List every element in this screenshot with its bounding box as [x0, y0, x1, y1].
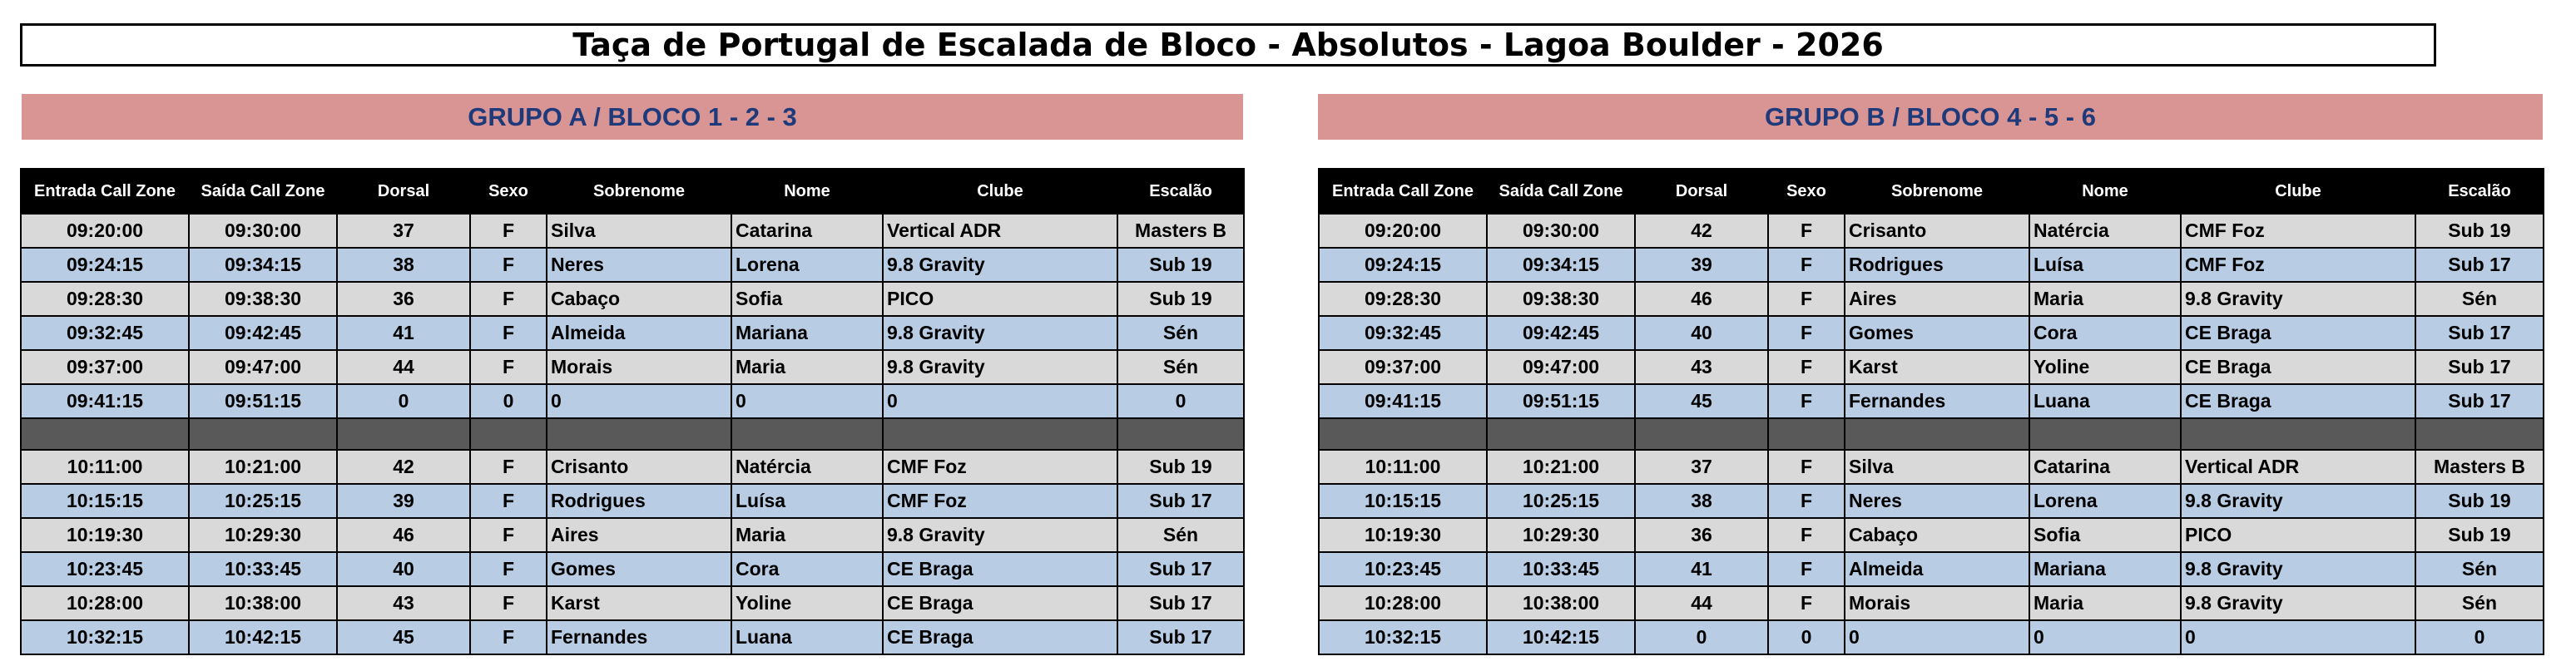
dorsal-cell: 45 — [337, 620, 470, 654]
nome-cell: Sofia — [731, 282, 883, 316]
clube-cell: PICO — [2181, 518, 2415, 552]
nome-cell: Catarina — [731, 214, 883, 248]
clube-cell: CE Braga — [883, 586, 1117, 620]
entrada-cell: 09:20:00 — [1319, 214, 1487, 248]
saida-cell: 10:21:00 — [1487, 450, 1635, 484]
escalao-cell: Sén — [1117, 350, 1244, 384]
table-row — [1319, 518, 2544, 552]
sexo-cell: F — [1768, 214, 1845, 248]
table-row — [1319, 450, 2544, 484]
clube-cell: 9.8 Gravity — [2181, 586, 2415, 620]
entrada-cell: 10:32:15 — [21, 620, 189, 654]
entrada-cell: 10:23:45 — [21, 552, 189, 586]
group-a-heading: GRUPO A / BLOCO 1 - 2 - 3 — [468, 101, 797, 131]
sobrenome-cell: Cabaço — [1845, 518, 2029, 552]
entrada-cell: 09:32:45 — [1319, 316, 1487, 350]
nome-cell: Maria — [2029, 282, 2181, 316]
escalao-cell: Sub 17 — [2415, 248, 2544, 282]
sexo-cell: F — [1768, 350, 1845, 384]
dorsal-cell: 0 — [337, 384, 470, 418]
sexo-cell: F — [470, 552, 547, 586]
dorsal-cell: 37 — [337, 214, 470, 248]
col-header-clube: Clube — [2181, 169, 2415, 214]
clube-cell: CMF Foz — [2181, 248, 2415, 282]
separator-cell — [470, 418, 547, 450]
sobrenome-cell: Karst — [547, 586, 731, 620]
nome-cell: Mariana — [731, 316, 883, 350]
table-row — [21, 384, 1244, 418]
escalao-cell: Sén — [2415, 586, 2544, 620]
col-header-clube: Clube — [883, 169, 1117, 214]
entrada-cell: 10:32:15 — [1319, 620, 1487, 654]
entrada-cell: 10:28:00 — [21, 586, 189, 620]
clube-cell: CE Braga — [2181, 316, 2415, 350]
table-row — [1319, 552, 2544, 586]
dorsal-cell: 46 — [337, 518, 470, 552]
table-row — [1319, 384, 2544, 418]
separator-row — [21, 418, 1244, 450]
saida-cell: 10:33:45 — [1487, 552, 1635, 586]
entrada-cell: 09:41:15 — [1319, 384, 1487, 418]
col-header-sobrenome: Sobrenome — [547, 169, 731, 214]
saida-cell: 09:42:45 — [189, 316, 337, 350]
entrada-cell: 09:24:15 — [21, 248, 189, 282]
saida-cell: 09:38:30 — [1487, 282, 1635, 316]
col-header-sexo: Sexo — [470, 169, 547, 214]
clube-cell: 9.8 Gravity — [2181, 484, 2415, 518]
sexo-cell: F — [470, 282, 547, 316]
table-row — [1319, 248, 2544, 282]
entrada-cell: 09:20:00 — [21, 214, 189, 248]
table-row — [21, 316, 1244, 350]
sobrenome-cell: Morais — [1845, 586, 2029, 620]
nome-cell: Natércia — [2029, 214, 2181, 248]
saida-cell: 10:42:15 — [1487, 620, 1635, 654]
sobrenome-cell: Aires — [547, 518, 731, 552]
dorsal-cell: 38 — [337, 248, 470, 282]
table-row — [1319, 586, 2544, 620]
saida-cell: 10:25:15 — [1487, 484, 1635, 518]
escalao-cell: Masters B — [2415, 450, 2544, 484]
clube-cell: CE Braga — [883, 552, 1117, 586]
dorsal-cell: 36 — [1635, 518, 1768, 552]
table-row — [1319, 214, 2544, 248]
nome-cell: Yoline — [731, 586, 883, 620]
entrada-cell: 10:15:15 — [1319, 484, 1487, 518]
nome-cell: Luísa — [2029, 248, 2181, 282]
clube-cell: 9.8 Gravity — [2181, 552, 2415, 586]
table-header-row — [21, 169, 1244, 214]
separator-cell — [1845, 418, 2029, 450]
entrada-cell: 09:28:30 — [1319, 282, 1487, 316]
table-row — [1319, 484, 2544, 518]
table-row — [21, 282, 1244, 316]
table-row — [1319, 316, 2544, 350]
sexo-cell: F — [470, 248, 547, 282]
separator-row — [1319, 418, 2544, 450]
sobrenome-cell: 0 — [547, 384, 731, 418]
dorsal-cell: 39 — [337, 484, 470, 518]
nome-cell: Maria — [2029, 586, 2181, 620]
clube-cell: 0 — [883, 384, 1117, 418]
clube-cell: 9.8 Gravity — [883, 316, 1117, 350]
escalao-cell: Sub 17 — [1117, 552, 1244, 586]
dorsal-cell: 42 — [1635, 214, 1768, 248]
escalao-cell: Sub 19 — [2415, 518, 2544, 552]
sheet-title: Taça de Portugal de Escalada de Bloco - Absolutos - Lagoa Boulder - 2026 — [572, 27, 1884, 63]
separator-cell — [1768, 418, 1845, 450]
sobrenome-cell: Crisanto — [1845, 214, 2029, 248]
escalao-cell: Sub 17 — [2415, 384, 2544, 418]
dorsal-cell: 0 — [1635, 620, 1768, 654]
sexo-cell: F — [1768, 450, 1845, 484]
nome-cell: Luísa — [731, 484, 883, 518]
table-row — [21, 586, 1244, 620]
nome-cell: Lorena — [731, 248, 883, 282]
table-row — [21, 350, 1244, 384]
sobrenome-cell: Silva — [547, 214, 731, 248]
col-header-nome: Nome — [731, 169, 883, 214]
col-header-escalao: Escalão — [2415, 169, 2544, 214]
entrada-cell: 10:19:30 — [1319, 518, 1487, 552]
entrada-cell: 10:28:00 — [1319, 586, 1487, 620]
nome-cell: Maria — [731, 350, 883, 384]
escalao-cell: Sén — [1117, 316, 1244, 350]
dorsal-cell: 41 — [1635, 552, 1768, 586]
sexo-cell: F — [470, 484, 547, 518]
col-header-dorsal: Dorsal — [337, 169, 470, 214]
sobrenome-cell: Neres — [547, 248, 731, 282]
clube-cell: PICO — [883, 282, 1117, 316]
sexo-cell: F — [1768, 282, 1845, 316]
escalao-cell: 0 — [2415, 620, 2544, 654]
separator-cell — [2029, 418, 2181, 450]
saida-cell: 09:34:15 — [189, 248, 337, 282]
col-header-sexo: Sexo — [1768, 169, 1845, 214]
table-row — [1319, 350, 2544, 384]
sexo-cell: F — [1768, 384, 1845, 418]
escalao-cell: Sub 17 — [1117, 586, 1244, 620]
escalao-cell: Sén — [2415, 552, 2544, 586]
saida-cell: 10:42:15 — [189, 620, 337, 654]
nome-cell: Luana — [2029, 384, 2181, 418]
nome-cell: Yoline — [2029, 350, 2181, 384]
saida-cell: 09:42:45 — [1487, 316, 1635, 350]
sobrenome-cell: 0 — [1845, 620, 2029, 654]
nome-cell: Mariana — [2029, 552, 2181, 586]
nome-cell: Catarina — [2029, 450, 2181, 484]
sexo-cell: F — [1768, 518, 1845, 552]
col-header-saida: Saída Call Zone — [1487, 169, 1635, 214]
col-header-nome: Nome — [2029, 169, 2181, 214]
entrada-cell: 09:28:30 — [21, 282, 189, 316]
clube-cell: CE Braga — [2181, 384, 2415, 418]
clube-cell: 0 — [2181, 620, 2415, 654]
saida-cell: 10:25:15 — [189, 484, 337, 518]
sobrenome-cell: Silva — [1845, 450, 2029, 484]
nome-cell: Sofia — [2029, 518, 2181, 552]
escalao-cell: Sén — [1117, 518, 1244, 552]
sheet-title-box — [20, 23, 2436, 67]
clube-cell: 9.8 Gravity — [883, 350, 1117, 384]
separator-cell — [337, 418, 470, 450]
col-header-saida: Saída Call Zone — [189, 169, 337, 214]
group-b-heading: GRUPO B / BLOCO 4 - 5 - 6 — [1765, 101, 2096, 131]
nome-cell: Maria — [731, 518, 883, 552]
table-row — [21, 248, 1244, 282]
saida-cell: 09:34:15 — [1487, 248, 1635, 282]
saida-cell: 10:38:00 — [1487, 586, 1635, 620]
sobrenome-cell: Rodrigues — [547, 484, 731, 518]
sobrenome-cell: Morais — [547, 350, 731, 384]
nome-cell: Luana — [731, 620, 883, 654]
clube-cell: 9.8 Gravity — [883, 248, 1117, 282]
col-header-escalao: Escalão — [1117, 169, 1244, 214]
col-header-sobrenome: Sobrenome — [1845, 169, 2029, 214]
sobrenome-cell: Gomes — [1845, 316, 2029, 350]
col-header-entrada: Entrada Call Zone — [21, 169, 189, 214]
entrada-cell: 10:11:00 — [1319, 450, 1487, 484]
sexo-cell: F — [470, 620, 547, 654]
clube-cell: 9.8 Gravity — [2181, 282, 2415, 316]
sexo-cell: F — [470, 450, 547, 484]
sexo-cell: F — [470, 350, 547, 384]
escalao-cell: Sub 17 — [1117, 620, 1244, 654]
table-row — [21, 518, 1244, 552]
dorsal-cell: 40 — [1635, 316, 1768, 350]
sexo-cell: F — [1768, 316, 1845, 350]
table-row — [21, 450, 1244, 484]
dorsal-cell: 38 — [1635, 484, 1768, 518]
clube-cell: 9.8 Gravity — [883, 518, 1117, 552]
saida-cell: 10:29:30 — [189, 518, 337, 552]
dorsal-cell: 36 — [337, 282, 470, 316]
group-b-banner — [1318, 94, 2543, 140]
entrada-cell: 10:15:15 — [21, 484, 189, 518]
saida-cell: 09:51:15 — [1487, 384, 1635, 418]
escalao-cell: Sub 19 — [2415, 484, 2544, 518]
sexo-cell: F — [1768, 552, 1845, 586]
sobrenome-cell: Aires — [1845, 282, 2029, 316]
clube-cell: Vertical ADR — [883, 214, 1117, 248]
table-row — [21, 484, 1244, 518]
entrada-cell: 10:19:30 — [21, 518, 189, 552]
saida-cell: 09:51:15 — [189, 384, 337, 418]
sexo-cell: F — [470, 586, 547, 620]
group-b-table — [1318, 168, 2544, 655]
nome-cell: Cora — [731, 552, 883, 586]
sexo-cell: 0 — [470, 384, 547, 418]
saida-cell: 10:29:30 — [1487, 518, 1635, 552]
sexo-cell: F — [470, 316, 547, 350]
entrada-cell: 10:11:00 — [21, 450, 189, 484]
col-header-entrada: Entrada Call Zone — [1319, 169, 1487, 214]
dorsal-cell: 44 — [337, 350, 470, 384]
table-header-row — [1319, 169, 2544, 214]
sexo-cell: F — [470, 518, 547, 552]
saida-cell: 10:21:00 — [189, 450, 337, 484]
saida-cell: 09:30:00 — [1487, 214, 1635, 248]
separator-cell — [731, 418, 883, 450]
sexo-cell: F — [1768, 248, 1845, 282]
group-a-table — [20, 168, 1245, 655]
sobrenome-cell: Fernandes — [1845, 384, 2029, 418]
sobrenome-cell: Almeida — [547, 316, 731, 350]
dorsal-cell: 45 — [1635, 384, 1768, 418]
table-row — [21, 214, 1244, 248]
separator-cell — [883, 418, 1117, 450]
saida-cell: 09:38:30 — [189, 282, 337, 316]
clube-cell: Vertical ADR — [2181, 450, 2415, 484]
sobrenome-cell: Crisanto — [547, 450, 731, 484]
escalao-cell: 0 — [1117, 384, 1244, 418]
entrada-cell: 09:24:15 — [1319, 248, 1487, 282]
separator-cell — [21, 418, 189, 450]
separator-cell — [547, 418, 731, 450]
saida-cell: 09:47:00 — [1487, 350, 1635, 384]
escalao-cell: Sub 17 — [1117, 484, 1244, 518]
clube-cell: CMF Foz — [2181, 214, 2415, 248]
escalao-cell: Sub 17 — [2415, 350, 2544, 384]
dorsal-cell: 46 — [1635, 282, 1768, 316]
sexo-cell: F — [470, 214, 547, 248]
sexo-cell: 0 — [1768, 620, 1845, 654]
entrada-cell: 09:41:15 — [21, 384, 189, 418]
separator-cell — [1487, 418, 1635, 450]
dorsal-cell: 40 — [337, 552, 470, 586]
separator-cell — [1319, 418, 1487, 450]
nome-cell: Lorena — [2029, 484, 2181, 518]
separator-cell — [189, 418, 337, 450]
dorsal-cell: 41 — [337, 316, 470, 350]
sexo-cell: F — [1768, 484, 1845, 518]
separator-cell — [2415, 418, 2544, 450]
escalao-cell: Sub 19 — [1117, 282, 1244, 316]
escalao-cell: Sub 19 — [1117, 450, 1244, 484]
group-a-banner — [22, 94, 1243, 140]
entrada-cell: 10:23:45 — [1319, 552, 1487, 586]
nome-cell: Cora — [2029, 316, 2181, 350]
saida-cell: 10:38:00 — [189, 586, 337, 620]
clube-cell: CE Braga — [883, 620, 1117, 654]
sobrenome-cell: Cabaço — [547, 282, 731, 316]
dorsal-cell: 42 — [337, 450, 470, 484]
nome-cell: 0 — [731, 384, 883, 418]
entrada-cell: 09:37:00 — [21, 350, 189, 384]
sobrenome-cell: Almeida — [1845, 552, 2029, 586]
saida-cell: 09:30:00 — [189, 214, 337, 248]
separator-cell — [2181, 418, 2415, 450]
dorsal-cell: 43 — [337, 586, 470, 620]
sobrenome-cell: Rodrigues — [1845, 248, 2029, 282]
escalao-cell: Sub 19 — [1117, 248, 1244, 282]
separator-cell — [1117, 418, 1244, 450]
table-row — [21, 620, 1244, 654]
dorsal-cell: 43 — [1635, 350, 1768, 384]
col-header-dorsal: Dorsal — [1635, 169, 1768, 214]
entrada-cell: 09:37:00 — [1319, 350, 1487, 384]
nome-cell: 0 — [2029, 620, 2181, 654]
sobrenome-cell: Fernandes — [547, 620, 731, 654]
clube-cell: CMF Foz — [883, 450, 1117, 484]
separator-cell — [1635, 418, 1768, 450]
escalao-cell: Sub 19 — [2415, 214, 2544, 248]
clube-cell: CE Braga — [2181, 350, 2415, 384]
table-row — [21, 552, 1244, 586]
nome-cell: Natércia — [731, 450, 883, 484]
clube-cell: CMF Foz — [883, 484, 1117, 518]
saida-cell: 10:33:45 — [189, 552, 337, 586]
sexo-cell: F — [1768, 586, 1845, 620]
table-row — [1319, 282, 2544, 316]
sobrenome-cell: Gomes — [547, 552, 731, 586]
sobrenome-cell: Neres — [1845, 484, 2029, 518]
escalao-cell: Sub 17 — [2415, 316, 2544, 350]
sobrenome-cell: Karst — [1845, 350, 2029, 384]
dorsal-cell: 39 — [1635, 248, 1768, 282]
escalao-cell: Masters B — [1117, 214, 1244, 248]
entrada-cell: 09:32:45 — [21, 316, 189, 350]
dorsal-cell: 37 — [1635, 450, 1768, 484]
escalao-cell: Sén — [2415, 282, 2544, 316]
dorsal-cell: 44 — [1635, 586, 1768, 620]
saida-cell: 09:47:00 — [189, 350, 337, 384]
table-row — [1319, 620, 2544, 654]
